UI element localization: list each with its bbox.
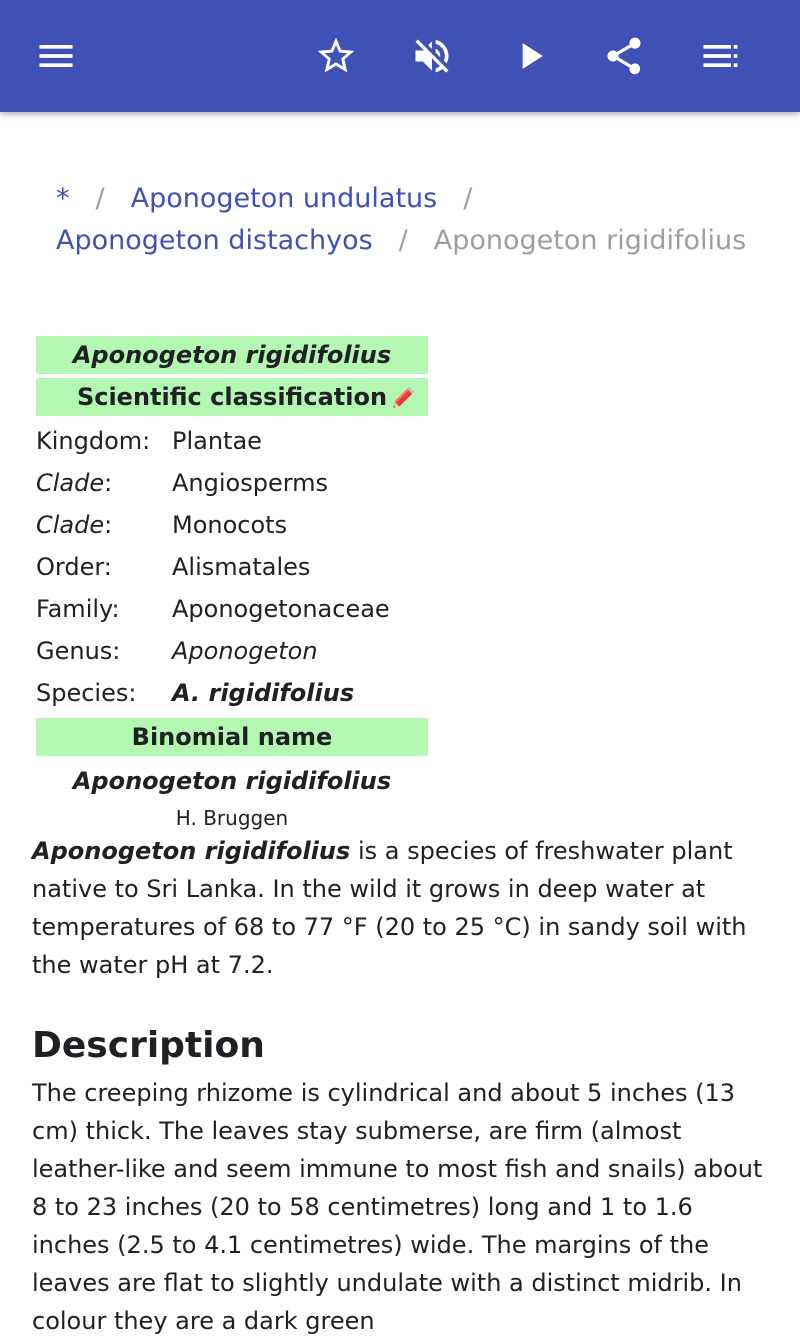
classification-header	[36, 378, 428, 416]
breadcrumb	[56, 178, 756, 262]
binomial-header: Binomial name	[36, 718, 428, 756]
taxobox-key-clade[interactable]: Clade	[36, 511, 105, 539]
taxobox-title: Aponogeton rigidifolius	[36, 336, 428, 374]
taxobox-key-colon: :	[104, 511, 113, 539]
volume-off-icon[interactable]	[404, 28, 460, 84]
taxobox-key: Genus:	[36, 637, 121, 665]
taxobox-row-species	[36, 672, 428, 714]
taxobox-value: A. rigidifolius	[172, 679, 355, 707]
taxobox-key	[36, 511, 172, 539]
taxobox-key-colon: :	[104, 469, 113, 497]
section-heading-description: Description	[32, 1025, 265, 1066]
breadcrumb-current: Aponogeton rigidifolius	[433, 225, 747, 256]
taxobox-row-order	[36, 546, 428, 588]
breadcrumb-separator: /	[398, 225, 408, 256]
menu-icon[interactable]	[28, 28, 84, 84]
taxobox-row-genus	[36, 630, 428, 672]
breadcrumb-link-aponogeton-distachyos[interactable]: Aponogeton distachyos	[56, 225, 373, 256]
taxobox-value: Plantae	[172, 427, 262, 455]
article-lead-paragraph	[32, 832, 772, 984]
taxobox-row-clade	[36, 504, 428, 546]
taxobox-value: Angiosperms	[172, 469, 329, 497]
breadcrumb-separator: /	[463, 183, 473, 214]
taxobox-row-clade	[36, 462, 428, 504]
taxobox-value: Monocots	[172, 511, 288, 539]
article-lead-name: Aponogeton rigidifolius	[32, 837, 351, 865]
taxobox-key: Species:	[36, 679, 137, 707]
taxobox-key: Order:	[36, 553, 112, 581]
list-icon[interactable]	[692, 28, 748, 84]
taxobox-key: Family:	[36, 595, 120, 623]
breadcrumb-link-aponogeton-undulatus[interactable]: Aponogeton undulatus	[130, 183, 438, 214]
description-paragraph: The creeping rhizome is cylindrical and about 5 inches (13 cm) thick. The leaves stay submerse, are firm (almost leather-like and seem immune to most fish and snails) about 8 to 23 inches (20 to 58 centimetres) long and 1 to 1.6 inches (2.5 to 4.1 centimetres) wide. The margins of the leaves are flat to slightly undulate with a distinct midrib. In colour they are a dark green	[32, 1079, 763, 1335]
app-bar	[0, 0, 800, 112]
classification-header-label: Scientific classification	[76, 383, 388, 411]
play-icon[interactable]	[502, 28, 558, 84]
star-icon[interactable]	[308, 28, 364, 84]
taxobox-value: Aponogetonaceae	[172, 595, 390, 623]
taxobox-value: Aponogeton	[172, 637, 318, 665]
article-lead-text: is a species of freshwater plant native to Sri Lanka. In the wild it grows in deep water at temperatures of 68 to 77 °F (20 to 25 °C) in sandy soil with the water pH at 7.2.	[32, 837, 747, 979]
taxobox	[36, 336, 428, 834]
taxobox-row-family	[36, 588, 428, 630]
breadcrumb-home-link[interactable]: *	[56, 183, 70, 214]
taxobox-key: Kingdom:	[36, 427, 151, 455]
taxobox-value: Alismatales	[172, 553, 311, 581]
breadcrumb-separator: /	[95, 183, 105, 214]
taxobox-row-kingdom	[36, 420, 428, 462]
taxobox-key-clade[interactable]: Clade	[36, 469, 105, 497]
binomial-name: Aponogeton rigidifolius	[72, 767, 392, 795]
edit-pencil-icon[interactable]	[388, 381, 420, 413]
taxobox-key	[36, 469, 172, 497]
share-icon[interactable]	[596, 28, 652, 84]
binomial-author: H. Bruggen	[175, 806, 289, 830]
